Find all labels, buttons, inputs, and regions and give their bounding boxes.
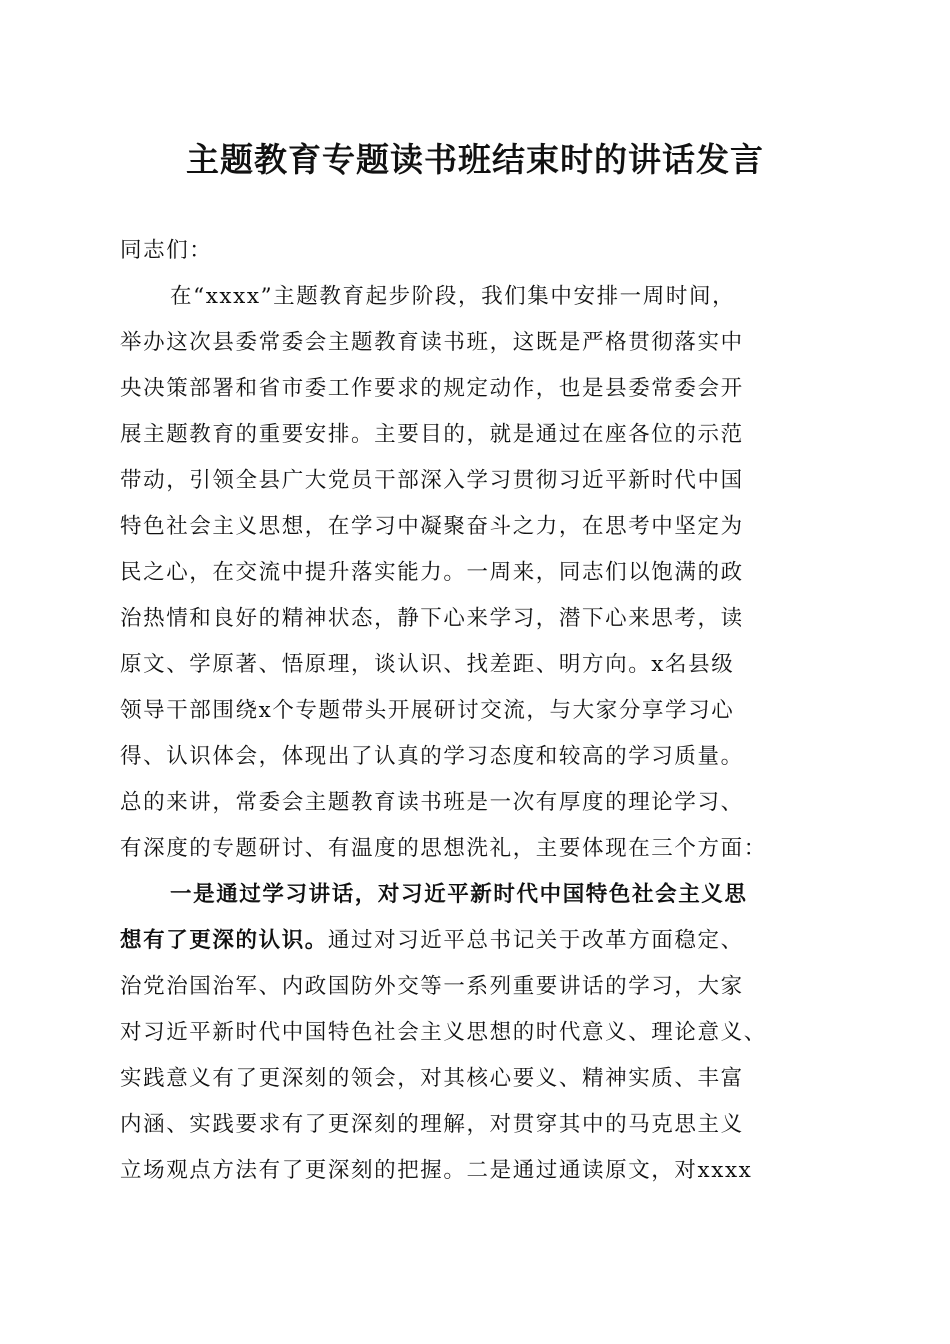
bold-heading-tail: 想有了更深的认识。 — [120, 928, 328, 953]
paragraph-line: 在“xxxx”主题教育起步阶段，我们集中安排一周时间， — [170, 284, 736, 309]
paragraph-line: 实践意义有了更深刻的领会，对其核心要义、精神实质、丰富 — [120, 1066, 744, 1091]
bold-heading-line: 一是通过学习讲话，对习近平新时代中国特色社会主义思 — [170, 882, 748, 907]
document-body — [120, 228, 840, 1194]
paragraph-text: 通过对习近平总书记关于改革方面稳定、 — [327, 928, 744, 953]
paragraph-line: 治党治国治军、内政国防外交等一系列重要讲话的学习，大家 — [120, 974, 744, 999]
paragraph-line: 总的来讲，常委会主题教育读书班是一次有厚度的理论学习、 — [120, 790, 744, 815]
paragraph-line: 治热情和良好的精神状态，静下心来学习，潜下心来思考，读 — [120, 606, 744, 631]
mixed-line — [120, 918, 840, 964]
paragraph-line: 得、认识体会，体现出了认真的学习态度和较高的学习质量。 — [120, 744, 744, 769]
paragraph-line: 内涵、实践要求有了更深刻的理解，对贯穿其中的马克思主义 — [120, 1112, 744, 1137]
paragraph-line: 立场观点方法有了更深刻的把握。二是通过通读原文，对xxxx — [120, 1158, 753, 1183]
paragraph-line: 特色社会主义思想，在学习中凝聚奋斗之力，在思考中坚定为 — [120, 514, 744, 539]
paragraph-line: 民之心，在交流中提升落实能力。一周来，同志们以饱满的政 — [120, 560, 744, 585]
paragraph-line: 对习近平新时代中国特色社会主义思想的时代意义、理论意义、 — [120, 1020, 767, 1045]
paragraph-line: 原文、学原著、悟原理，谈认识、找差距、明方向。x名县级 — [120, 652, 735, 677]
paragraph-line: 领导干部围绕x个专题带头开展研讨交流，与大家分享学习心 — [120, 698, 735, 723]
paragraph-line: 举办这次县委常委会主题教育读书班，这既是严格贯彻落实中 — [120, 330, 744, 355]
document-title: 主题教育专题读书班结束时的讲话发言 — [186, 140, 764, 179]
paragraph-line: 央决策部署和省市委工作要求的规定动作，也是县委常委会开 — [120, 376, 744, 401]
salutation: 同志们： — [120, 238, 213, 263]
paragraph-line: 带动，引领全县广大党员干部深入学习贯彻习近平新时代中国 — [120, 468, 744, 493]
paragraph-line: 有深度的专题研讨、有温度的思想洗礼，主要体现在三个方面： — [120, 836, 767, 861]
paragraph-line: 展主题教育的重要安排。主要目的，就是通过在座各位的示范 — [120, 422, 744, 447]
